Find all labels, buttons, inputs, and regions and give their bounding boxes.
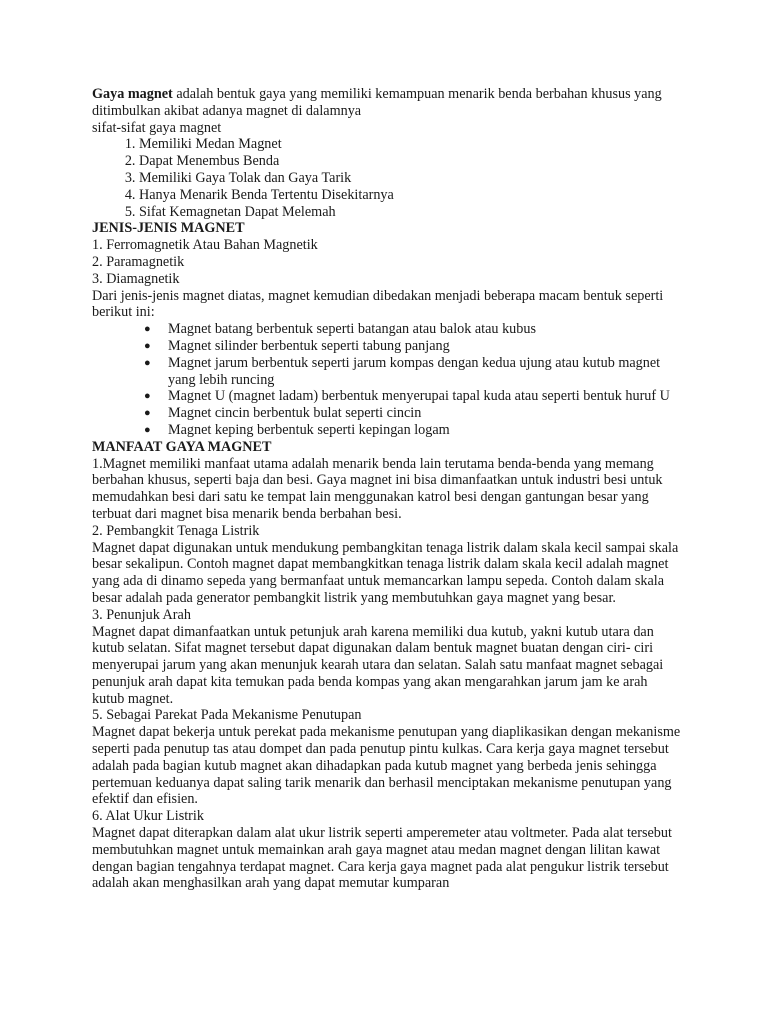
bullet-icon: ● (144, 423, 151, 436)
shape-text: Magnet jarum berbentuk seperti jarum kompas dengan kedua ujung atau kutub magnet yang lebih runcing (168, 354, 661, 388)
shape-item (144, 405, 682, 422)
bullet-icon: ● (144, 339, 151, 352)
property-item: 2. Dapat Menembus Benda (139, 153, 682, 170)
benefits-heading: MANFAAT GAYA MAGNET (92, 438, 272, 455)
intro-paragraph (92, 86, 682, 120)
properties-title: sifat-sifat gaya magnet (92, 119, 222, 136)
shape-item (144, 337, 682, 355)
benefit-body: Magnet dapat bekerja untuk perekat pada mekanisme penutupan yang diaplikasikan dengan mekanisme seperti pada penutup tas atau dompet dan pada penutup pintu kulkas. Cara kerja gaya magnet tersebut adalah pada bagian kutub magnet akan dihadapkan pada kutub magnet yang berbeda jenis sehingga pertemuan keduanya dapat saling tarik menarik dan berhasil menciptakan mekanisme penutupan yang efektif dan efisien. (92, 724, 681, 808)
types-transition: Dari jenis-jenis magnet diatas, magnet kemudian dibedakan menjadi beberapa macam bentuk seperti berikut ini: (92, 287, 664, 321)
benefit-body: Magnet dapat digunakan untuk mendukung pembangkitan tenaga listrik dalam skala kecil sampai skala besar sekalipun. Contoh magnet dapat membangkitkan tenaga listrik dalam skala kecil adalah magnet yang ada di dinamo sepeda yang bermanfaat untuk memancarkan lampu sepeda. Contoh dalam skala besar adalah pada generator pembangkit listrik yang membutuhkan gaya magnet yang besar. (92, 539, 679, 606)
shape-text: Magnet batang berbentuk seperti batangan atau balok atau kubus (168, 321, 536, 338)
shape-text: Magnet keping berbentuk seperti kepingan logam (168, 421, 450, 438)
benefit-title: 3. Penunjuk Arah (92, 606, 191, 623)
type-item: 1. Ferromagnetik Atau Bahan Magnetik (92, 237, 318, 254)
shape-text: Magnet U (magnet ladam) berbentuk menyerupai tapal kuda atau seperti bentuk huruf U (168, 388, 670, 405)
benefit-title: 6. Alat Ukur Listrik (92, 808, 204, 825)
property-item: 1. Memiliki Medan Magnet (139, 136, 682, 153)
bullet-icon: ● (144, 323, 151, 336)
property-item: 4. Hanya Menarik Benda Tertentu Disekitarnya (139, 187, 682, 204)
bullet-icon: ● (144, 407, 151, 420)
benefit-body: Magnet dapat dimanfaatkan untuk petunjuk arah karena memiliki dua kutub, yakni kutub utara dan kutub selatan. Sifat magnet tersebut dapat digunakan dalam bentuk magnet buatan dengan ciri- ciri menyerupai jarum yang akan menunjuk kearah utara dan selatan. Salah satu manfaat magnet sebagai penunjuk arah dapat kita temukan pada benda kompas yang akan mengarahkan jarum jam ke arah kutub magnet. (92, 623, 664, 707)
shapes-list (92, 321, 682, 439)
property-item: 5. Sifat Kemagnetan Dapat Melemah (139, 204, 682, 221)
bullet-icon: ● (144, 356, 151, 369)
shape-text: Magnet silinder berbentuk seperti tabung panjang (168, 337, 450, 354)
type-item: 3. Diamagnetik (92, 270, 180, 287)
intro-definition: adalah bentuk gaya yang memiliki kemampuan menarik benda berbahan khusus yang ditimbulkan akibat adanya magnet di dalamnya (92, 86, 662, 119)
bullet-icon: ● (144, 390, 151, 403)
type-item: 2. Paramagnetik (92, 253, 185, 270)
properties-list (92, 136, 682, 220)
intro-term: Gaya magnet (92, 86, 173, 102)
shape-item (144, 388, 682, 405)
shape-item (144, 421, 682, 439)
types-heading: JENIS-JENIS MAGNET (92, 220, 245, 237)
benefit-title: 2. Pembangkit Tenaga Listrik (92, 522, 260, 539)
benefit-body: 1.Magnet memiliki manfaat utama adalah menarik benda lain terutama benda-benda yang memang berbahan khusus, seperti baja dan besi. Gaya magnet ini bisa dimanfaatkan untuk industri besi untuk memudahkan besi dari satu ke tempat lain menggunakan katrol besi dengan gantungan besar yang terbuat dari magnet bisa menarik benda berbahan besi. (92, 455, 663, 522)
property-item: 3. Memiliki Gaya Tolak dan Gaya Tarik (139, 170, 682, 187)
benefit-body: Magnet dapat diterapkan dalam alat ukur listrik seperti amperemeter atau voltmeter. Pada alat tersebut membutuhkan magnet untuk memainkan arah gaya magnet atau medan magnet dengan lilitan kawat dengan bagian tengahnya terdapat magnet. Cara kerja gaya magnet pada alat pengukur listrik tersebut adalah akan menghasilkan arah yang dapat memutar kumparan (92, 825, 672, 892)
document-page (92, 86, 682, 892)
benefit-title: 5. Sebagai Parekat Pada Mekanisme Penutupan (92, 707, 362, 724)
shape-item (144, 354, 682, 389)
shape-text: Magnet cincin berbentuk bulat seperti cincin (168, 405, 422, 422)
shape-item (144, 321, 682, 338)
